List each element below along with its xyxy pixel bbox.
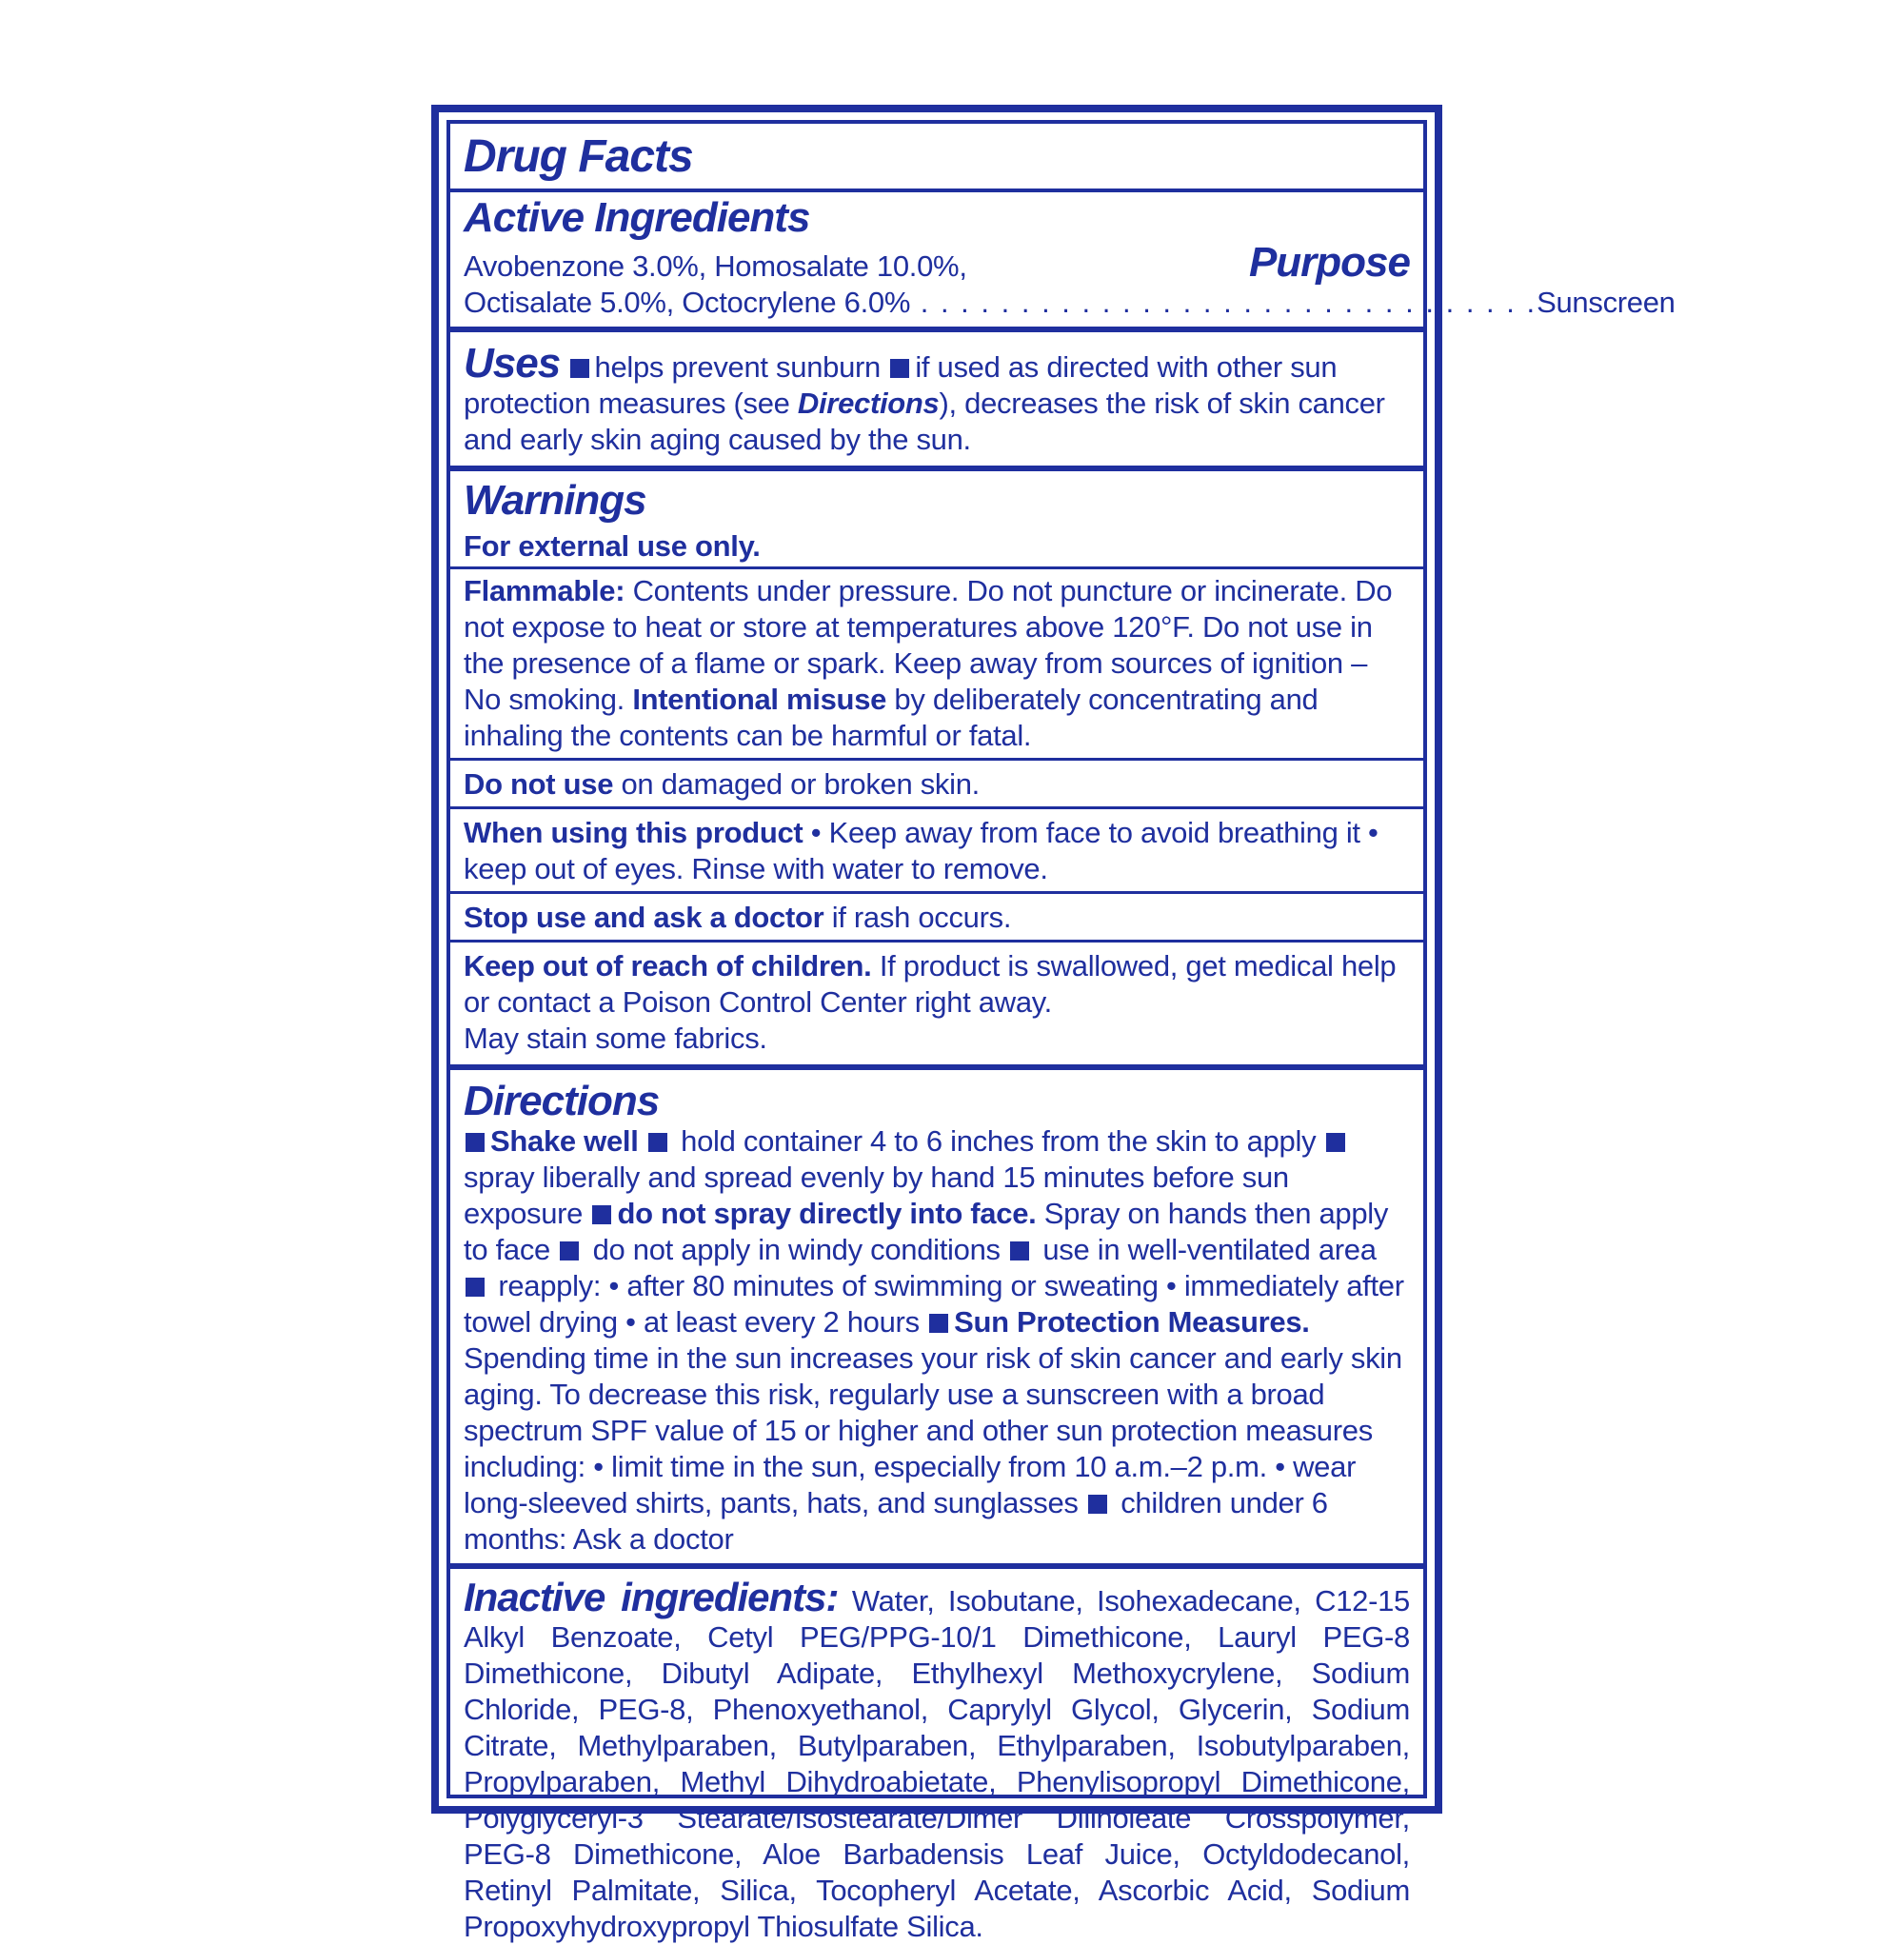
uses-item-2a: if used as directed with other sun protection measures (see [464, 349, 1338, 420]
uses-item-2b: ), decreases the risk of skin cancer and early skin aging caused by the sun. [464, 386, 1385, 456]
bullet-square-icon [1010, 1241, 1029, 1260]
bullet-square-icon [929, 1314, 948, 1333]
windy-conditions: do not apply in windy conditions [585, 1233, 1009, 1267]
active-line2-row [464, 285, 1676, 321]
bullet-square-icon [592, 1205, 611, 1224]
uses-directions-ref: Directions [797, 386, 940, 420]
active-line1: Avobenzone 3.0%, Homosalate 10.0%, [464, 248, 967, 283]
flammable-text: Contents under pressure. Do not puncture or incinerate. Do not expose to heat or store at temperatures above 120°F. Do not use in the presence of a flame or spark. Keep away from sources of ignition – No smoking. [464, 574, 1393, 717]
uses-item-1: helps prevent sunburn [594, 349, 881, 384]
keep-out-warning [464, 943, 1410, 1021]
spray-on-hands: Spray on hands then apply to face [464, 1197, 1389, 1267]
active-line1-row [464, 238, 1410, 286]
bullet-square-icon [890, 359, 909, 378]
bullet-square-icon [466, 1278, 485, 1297]
stop-use-label: Stop use and ask a doctor [464, 901, 824, 935]
misuse-text: by deliberately concentrating and inhaling the contents can be harmful or fatal. [464, 683, 1319, 753]
bullet-square-icon [1326, 1133, 1345, 1152]
warnings-section [450, 471, 1423, 1070]
stop-use-text: if rash occurs. [823, 901, 1012, 935]
active-ingredients-heading: Active Ingredients [464, 194, 810, 242]
flammable-label: Flammable: [464, 574, 625, 608]
uses-section [450, 332, 1423, 471]
stop-use-warning [464, 894, 1410, 940]
spray-liberally: spray liberally and spread evenly by hand 15 minutes before sun exposure [464, 1161, 1289, 1231]
purpose-heading: Purpose [1248, 238, 1410, 286]
do-not-use-text: on damaged or broken skin. [613, 767, 980, 802]
flammable-warning [464, 569, 1410, 758]
bullet-square-icon [570, 359, 589, 378]
hold-container: hold container 4 to 6 inches from the skin to apply [672, 1124, 1324, 1159]
do-not-spray-face: do not spray directly into face. [617, 1197, 1037, 1231]
keep-out-label: Keep out of reach of children. [464, 949, 872, 983]
page-title: Drug Facts [464, 131, 693, 182]
keep-out-text: If product is swallowed, get medical help or contact a Poison Control Center right away. [464, 949, 1397, 1020]
do-not-use-label: Do not use [464, 767, 614, 802]
active-ingredients-section [450, 192, 1676, 331]
shake-well: Shake well [490, 1124, 639, 1159]
when-using-warning [464, 809, 1410, 891]
warnings-heading: Warnings [464, 476, 646, 524]
active-line2-group [464, 285, 1537, 321]
external-use-text: For external use only. [464, 529, 761, 564]
directions-section [450, 1070, 1423, 1569]
drug-facts-panel [431, 105, 1676, 1944]
sun-protection-text: Spending time in the sun increases your risk of skin cancer and early skin aging. To decrease this risk, regularly use a sunscreen with a broad spectrum SPF value of 15 or higher and other sun protection measures including: • limit time in the sun, especially from 10 a.m.–2 p.m. • wear long-sleeved shirts, pants, hats, and sunglasses [464, 1341, 1402, 1520]
inactive-ingredients-heading: Inactive ingredients: [464, 1575, 839, 1620]
uses-heading: Uses [464, 339, 561, 387]
purpose-value: Sunscreen [1537, 285, 1676, 319]
external-use [464, 523, 1410, 566]
leader-dots: . . . . . . . . . . . . . . . . . . . . . . . . . . . . . . . [910, 285, 1537, 319]
directions-heading: Directions [464, 1078, 660, 1125]
bullet-square-icon [1088, 1495, 1107, 1514]
active-line2: Octisalate 5.0%, Octocrylene 6.0% [464, 285, 911, 319]
reapply: reapply: • after 80 minutes of swimming or sweating • immediately after towel drying • at least every 2 hours [464, 1269, 1404, 1340]
misuse-label: Intentional misuse [632, 683, 887, 717]
inactive-ingredients-list: Water, Isobutane, Isohexadecane, C12-15 Alkyl Benzoate, Cetyl PEG/PPG-10/1 Dimethicone, Lauryl PEG-8 Dimethicone, Dibutyl Adipate, Ethylhexyl Methoxycrylene, Sodium Chloride, PEG-8, Phenoxyethanol, Caprylyl Glycol, Glycerin, Sodium Citrate, Methylparaben, Butylparaben, Ethylparaben, Isobutylparaben, Propylparaben, Methyl Dihydroabietate, Phenylisopropyl Dimethicone, Polyglyceryl-3 Stearate/Isostearate/Dimer Dilinoleate Crosspolymer, PEG-8 Dimethicone, Aloe Barbadensis Leaf Juice, Octyldodecanol, Retinyl Palmitate, Silica, Tocopheryl Acetate, Ascorbic Acid, Sodium Propoxyhydroxypropyl Thiosulfate Silica. [464, 1584, 1410, 1944]
bullet-square-icon [560, 1241, 579, 1260]
title-section [450, 124, 1423, 192]
drug-facts-inner-border [446, 120, 1676, 1944]
when-using-text: • Keep away from face to avoid breathing it • keep out of eyes. Rinse with water to remove. [464, 816, 1378, 886]
when-using-label: When using this product [464, 816, 803, 850]
well-ventilated: use in well-ventilated area [1035, 1233, 1377, 1267]
bullet-square-icon [648, 1133, 667, 1152]
do-not-use-warning [464, 761, 1410, 806]
directions-text [464, 1123, 1410, 1558]
stain-note: May stain some fabrics. [464, 1022, 767, 1056]
children-under-6: children under 6 months: Ask a doctor [464, 1486, 1328, 1557]
sun-protection-label: Sun Protection Measures. [954, 1305, 1310, 1340]
bullet-square-icon [466, 1133, 485, 1152]
inactive-ingredients-section [450, 1569, 1423, 1945]
